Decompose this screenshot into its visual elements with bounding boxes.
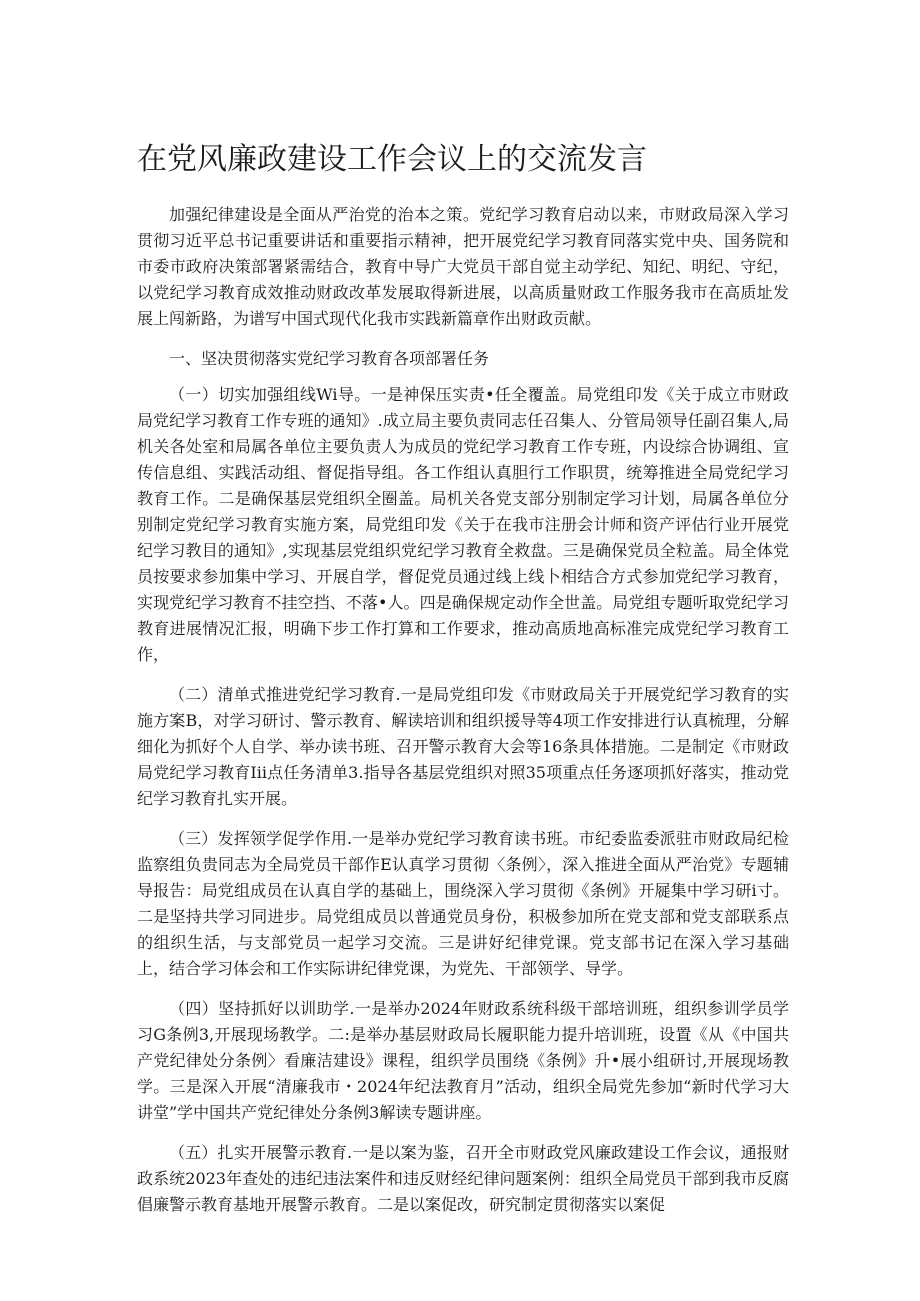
intro-paragraph: 加强纪律建设是全面从严治党的治本之策。党纪学习教育启动以来，市财政局深入学习贯彻习近平总书记重要讲话和重要指示精神，把开展党纪学习教育同落实党中央、国务院和市委市政府决策部署紧需结合，教育中导广大党员干部自觉主动学纪、知纪、明纪、守纪，以党纪学习教育成效推动财政改革发展取得新进展，以高质量财政工作服务我市在高质址发展上闯新路，为谱写中国式现代化我市实践新篇章作出财政贡献。 <box>137 205 789 328</box>
document-page <box>137 140 789 1232</box>
body-paragraph-2: （二）清单式推进党纪学习教育.一是局党组印发《市财政局关于开展党纪学习教育的实施方案B，对学习研讨、警示教育、解读培训和组织援导等4项工作安排进行认真梳理，分解细化为抓好个人自学、举办读书班、召开警示教育大会等16条具体措施。二是制定《市财政局党纪学习教育Iii点任务清单3.指导各基层党组织对照35项重点任务逐项抓好落实，推动党纪学习教育扎实开展。 <box>137 685 789 808</box>
document-title: 在党风廉政建设工作会议上的交流发言 <box>137 142 647 177</box>
body-paragraph-1: （一）切实加强组线Wi导。一是神保压实责•任全覆盖。局党组印发《关于成立市财政局党纪学习教育工作专班的通知》.成立局主要负责同志任召集人、分管局领导任副召集人,局机关各处室和局属各单位主要负责人为成员的党纪学习教育工作专班，内设综合协调组、宣传信息组、实践活动组、督促指导组。各工作组认真胆行工作职贯，统筹推进全局党纪学习教育工作。二是确保基层党组织全圈盖。局机关各党支部分别制定学习计划，局属各单位分别制定党纪学习教育实施方案，局党组印发《关于在我市注册会计师和资产评估行业开展党纪学习教目的通知》,实现基层党组织党纪学习教育全救盘。三是确保党员全粒盖。局全体党员按要求参加集中学习、开展自学，督促党员通过线上线卜相结合方式参加党纪学习教育，实现党纪学习教育不挂空挡、不落•人。四是确保规定动作全世盖。局党组专题听取党纪学习教育进展情况汇报，明确下步工作打算和工作要求，推动高质地高标准完成党纪学习教育工作， <box>137 385 789 664</box>
body-paragraph-5: （五）扎实开展警示教育.一是以案为鉴，召开全市财政党风廉政建设工作会议，通报财政系统2023年查处的违纪违法案件和违反财经纪律问题案例：组织全局党员干部到我市反腐倡廉警示教育基地开展警示教育。二是以案促改，研究制定贯彻落实以案促 <box>137 1143 789 1214</box>
section-heading: 一、坚决贯彻落实党纪学习教育各项部署任务 <box>169 349 490 368</box>
body-paragraph-3: （三）发挥领学促学作用.一是举办党纪学习教育读书班。市纪委监委派驻市财政局纪检监察组负贵同志为全局党员干部作E认真学习贯彻〈条例〉，深入推进全面从严治党》专题辅导报告：局党组成员在认真自学的基础上，围绕深入学习贯彻《条例》开屣集中学习研i寸。二是坚持共学习同进步。局党组成员以普通党员身份，积极参加所在党支部和党支部联系点的组织生活，与支部党员一起学习交流。三是讲好纪律党课。党支部书记在深入学习基础上，结合学习体会和工作实际讲纪律党课，为党先、干部领学、导学。 <box>137 829 789 978</box>
body-paragraph-4: （四）坚持抓好以训助学.一是举办2024年财政系统科级干部培训班，组织参训学员学习G条例3,开展现场教学。二:是举办基层财政局长履职能力提升培训班，设置《从《中国共产党纪律处分条例〉看廉洁建设》课程，组织学员围绕《条例》升•展小组研讨,开展现场教学。三是深入开展“清廉我市・2024年纪法教育月”活动，组织全局党先参加“新时代学习大讲堂”学中国共产党纪律处分条例3解读专题讲座。 <box>137 999 789 1122</box>
